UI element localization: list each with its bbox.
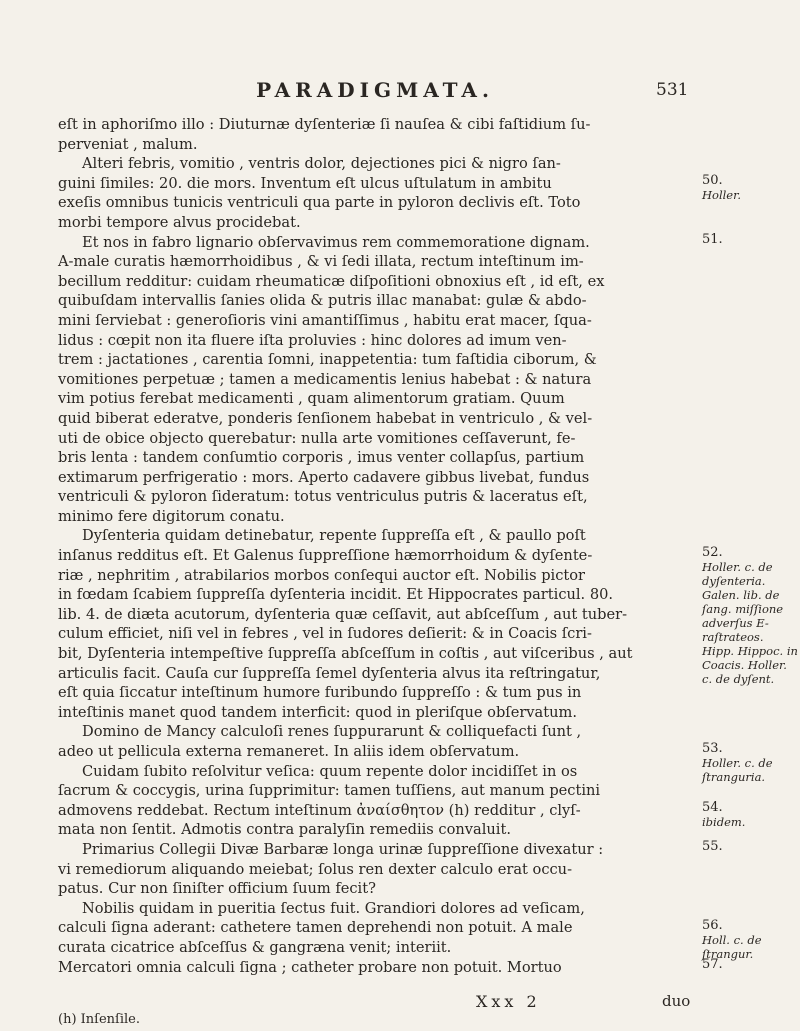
- text-line: lib. 4. de diæta acutorum, dyſenteria quæ ceſſavit, aut abſceſſum , aut tuber-: [58, 605, 628, 623]
- text-line: adeo ut pellicula externa remaneret. In aliis idem obſervatum.: [58, 743, 520, 760]
- margin-note-text: Holler.: [702, 187, 742, 202]
- text-line: Et nos in fabro lignario obſervavimus rem commemoratione dignam.: [82, 233, 590, 251]
- text-line: uti de obice objecto querebatur: nulla arte vomitiones ceſſaverunt, fe-: [58, 429, 576, 447]
- margin-note: [702, 742, 798, 784]
- margin-note-text: Holler. c. de ſtranguria.: [702, 756, 773, 785]
- catchword: duo: [662, 992, 691, 1010]
- margin-note-number: 55.: [702, 839, 723, 855]
- margin-note-number: 56.: [702, 917, 723, 933]
- text-line: Alteri febris, vomitio , ventris dolor, dejectiones pici & nigro ſan-: [82, 155, 561, 173]
- text-line: ventriculi & pyloron ſideratum: totus ventriculus putris & laceratus eſt,: [58, 488, 588, 506]
- text-line: riæ , nephritim , atrabilarios morbos conſequi auctor eſt. Nobilis pictor: [58, 566, 586, 584]
- text-line: inteſtinis manet quod tandem interficit: quod in pleriſque obſervatum.: [58, 703, 577, 721]
- text-line: patus. Cur non ſiniſter officium ſuum fecit?: [58, 880, 376, 898]
- footnote: (h) Inſenſile.: [58, 1012, 140, 1027]
- text-line: Mercatori omnia calculi ſigna ; catheter probare non potuit. Mortuo: [58, 958, 562, 976]
- text-line: bit, Dyſenteria intempeſtive ſuppreſſa abſceſſum in coſtis , aut viſceribus , aut: [58, 645, 633, 663]
- margin-note-text: Holl. c. de ſtrangur.: [702, 932, 762, 961]
- margin-note: [702, 233, 798, 247]
- margin-note: [702, 546, 798, 686]
- margin-note-number: 54.: [702, 800, 723, 815]
- text-line: Dyſenteria quidam detinebatur, repente ſuppreſſa eſt , & paullo poſt: [82, 527, 586, 545]
- text-line: vim potius ferebat medicamenti , quam alimentorum gratiam. Quum: [58, 390, 565, 408]
- text-line: extimarum perfrigeratio : mors. Aperto cadavere gibbus livebat, fundus: [58, 468, 590, 486]
- text-line: admovens reddebat. Rectum inteſtinum ἀναίσθητον (h) redditur , clyſ-: [58, 801, 581, 819]
- margin-note-number: 50.: [702, 172, 723, 188]
- margin-note-number: 52.: [702, 545, 723, 561]
- text-line: quid biberat ederatve, ponderis ſenſionem habebat in ventriculo , & vel-: [58, 409, 593, 427]
- text-line: perveniat , malum.: [58, 135, 198, 153]
- text-line: Nobilis quidam in pueritia ſectus fuit. Grandiori dolores ad veſicam,: [82, 899, 585, 917]
- text-line: articulis facit. Cauſa cur ſuppreſſa ſemel dyſenteria alvus ita reſtringatur,: [58, 664, 601, 682]
- text-line: culum efficiet, niſi vel in febres , vel in ſudores deſierit: & in Coacis ſcri-: [58, 625, 592, 643]
- text-line: minimo fere digitorum conatu.: [58, 507, 285, 525]
- text-line: Domino de Mancy calculoſi renes ſuppurarunt & colliquefacti ſunt ,: [82, 723, 582, 741]
- running-title: PARADIGMATA.: [256, 78, 494, 102]
- margin-note: [702, 958, 798, 972]
- text-line: mini ſerviebat : generoſioris vini amantiſſimus , habitu erat macer, ſqua-: [58, 311, 592, 329]
- margin-note: [702, 919, 798, 961]
- text-line: Cuidam ſubito reſolvitur veſica: quum repente dolor incidiſſet in os: [82, 762, 578, 780]
- text-line: guini ſimiles: 20. die mors. Inventum eſt ulcus uſtulatum in ambitu: [58, 174, 552, 192]
- text-line: curata cicatrice abſceſſus & gangræna venit; interiit.: [58, 938, 452, 956]
- margin-note-text: ibidem.: [702, 815, 746, 829]
- text-line: eſt in aphoriſmo illo : Diuturnæ dyſenteriæ ſi nauſea & cibi faſtidium ſu-: [58, 116, 591, 133]
- text-line: A-male curatis hæmorrhoidibus , & vi ſedi illata, rectum inteſtinum im-: [58, 253, 584, 271]
- text-line: eſt quia ſiccatur inteſtinum humore furibundo ſuppreſſo : & tum pus in: [58, 684, 582, 702]
- main-text: [58, 115, 690, 977]
- text-line: mata non ſentit. Admotis contra paralyſin remediis convaluit.: [58, 821, 511, 839]
- margin-note: [702, 801, 798, 829]
- text-line: bris lenta : tandem conſumtio corporis , imus venter collapſus, partium: [58, 449, 585, 467]
- text-line: trem : jactationes , carentia ſomni, inappetentia: tum faſtidia ciborum, &: [58, 351, 597, 369]
- text-line: calculi ſigna aderant: cathetere tamen deprehendi non potuit. A male: [58, 919, 573, 937]
- text-line: morbi tempore alvus procidebat.: [58, 213, 301, 231]
- text-line: quibuſdam intervallis ſanies olida & putris illac manabat: gulæ & abdo-: [58, 292, 587, 310]
- margin-note-number: 53.: [702, 741, 723, 757]
- text-line: exeſis omnibus tunicis ventriculi qua parte in pyloron declivis eſt. Toto: [58, 194, 581, 212]
- text-line: becillum redditur: cuidam rheumaticæ diſpoſitioni obnoxius eſt , id eſt, ex: [58, 272, 605, 290]
- text-line: lidus : cœpit non ita fluere iſta proluvies : hinc dolores ad imum ven-: [58, 331, 567, 349]
- text-line: in fœdam ſcabiem ſuppreſſa dyſenteria incidit. Et Hippocrates particul. 80.: [58, 586, 614, 604]
- margin-note-number: 57.: [702, 956, 723, 972]
- margin-note-number: 51.: [702, 231, 723, 247]
- margin-note-text: Holler. c. de dyſenteria. Galen. lib. de ſang. miſſione adverſus E-raſtrateos. Hipp. Hippoc. in Coacis. Holler. c. de dyſent.: [702, 560, 798, 687]
- margin-note: [702, 840, 798, 854]
- text-line: vi remediorum aliquando meiebat; ſolus ren dexter calculo erat occu-: [58, 860, 573, 878]
- text-line: inſanus redditus eſt. Et Galenus ſuppreſſione hæmorrhoidum & dyſente-: [58, 547, 593, 565]
- text-line: Primarius Collegii Divæ Barbaræ longa urinæ ſuppreſſione divexatur :: [82, 840, 604, 858]
- text-line: ſacrum & coccygis, urina ſupprimitur: tamen tuſſiens, aut manum pectini: [58, 782, 601, 800]
- signature-mark: Xxx 2: [476, 992, 541, 1011]
- page-number: 531: [656, 80, 689, 100]
- margin-note: [702, 174, 798, 202]
- text-line: vomitiones perpetuæ ; tamen a medicamentis lenius habebat : & natura: [58, 370, 592, 388]
